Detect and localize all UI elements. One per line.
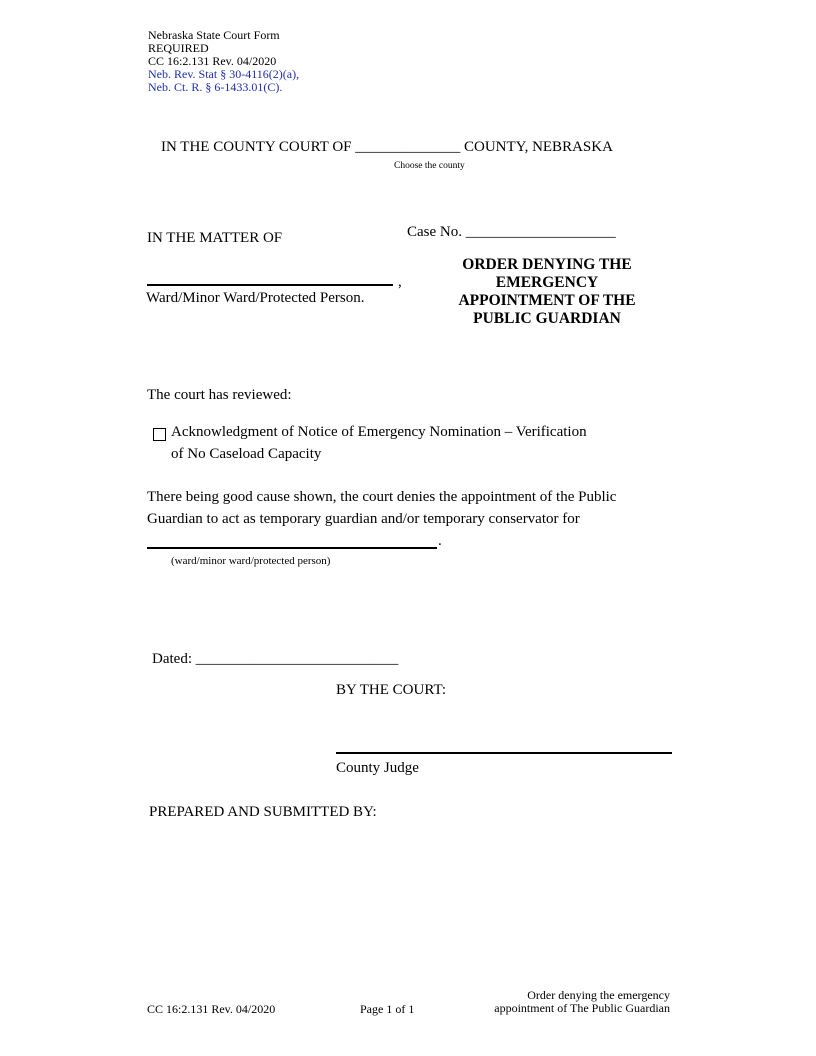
- court-suffix: COUNTY, NEBRASKA: [464, 139, 613, 155]
- by-the-court: BY THE COURT:: [336, 682, 447, 698]
- county-select[interactable]: ______________: [355, 139, 461, 155]
- party-label: Ward/Minor Ward/Protected Person.: [146, 290, 365, 306]
- rule-link[interactable]: Neb. Ct. R. § 6-1433.01(C).: [148, 80, 283, 94]
- ward-name-field[interactable]: [147, 547, 437, 549]
- form-name: Nebraska State Court Form: [148, 28, 280, 42]
- footer-form-code: CC 16:2.131 Rev. 04/2020: [147, 1002, 276, 1016]
- footer-doc-title: [470, 989, 670, 1015]
- ward-period: .: [438, 533, 442, 549]
- county-hint: Choose the county: [394, 161, 465, 171]
- court-heading: [161, 139, 613, 156]
- title-line-2: EMERGENCY: [495, 274, 599, 291]
- title-line-4: PUBLIC GUARDIAN: [473, 310, 621, 327]
- acknowledgment-checkbox[interactable]: [153, 428, 166, 446]
- party-name-field[interactable]: [147, 284, 393, 286]
- dated-field[interactable]: ___________________________: [195, 651, 399, 667]
- order-paragraph-line-1: There being good cause shown, the court denies the appointment of the Public: [147, 489, 617, 505]
- matter-of-label: IN THE MATTER OF: [147, 230, 283, 246]
- judge-signature-line[interactable]: [336, 752, 672, 754]
- court-prefix: IN THE COUNTY COURT OF: [161, 139, 352, 155]
- case-no-label: Case No.: [407, 224, 462, 240]
- footer-title-line-1: Order denying the emergency: [527, 988, 670, 1002]
- title-line-1: ORDER DENYING THE: [462, 256, 632, 273]
- ward-hint: (ward/minor ward/protected person): [171, 555, 331, 567]
- checkbox-label-line-1: Acknowledgment of Notice of Emergency Nomination – Verification: [171, 424, 587, 440]
- order-title: [427, 256, 667, 328]
- dated-row: [152, 651, 398, 668]
- footer-page-number: Page 1 of 1: [360, 1002, 415, 1016]
- case-no-field[interactable]: ____________________: [465, 224, 616, 240]
- prepared-by-label: PREPARED AND SUBMITTED BY:: [149, 804, 377, 820]
- checkbox-label-line-2: of No Caseload Capacity: [171, 446, 322, 462]
- statute-link[interactable]: Neb. Rev. Stat § 30-4116(2)(a),: [148, 67, 300, 81]
- dated-label: Dated:: [152, 651, 192, 667]
- title-line-3: APPOINTMENT OF THE: [458, 292, 636, 309]
- case-number: [407, 224, 616, 241]
- form-code: CC 16:2.131 Rev. 04/2020: [148, 54, 277, 68]
- checkbox-box[interactable]: [153, 428, 166, 441]
- order-paragraph-line-2: Guardian to act as temporary guardian and/or temporary conservator for: [147, 511, 580, 527]
- party-name-comma: ,: [398, 274, 402, 290]
- required-label: REQUIRED: [148, 41, 209, 55]
- footer-title-line-2: appointment of The Public Guardian: [494, 1001, 670, 1015]
- reviewed-text: The court has reviewed:: [147, 387, 292, 403]
- judge-label: County Judge: [336, 760, 419, 776]
